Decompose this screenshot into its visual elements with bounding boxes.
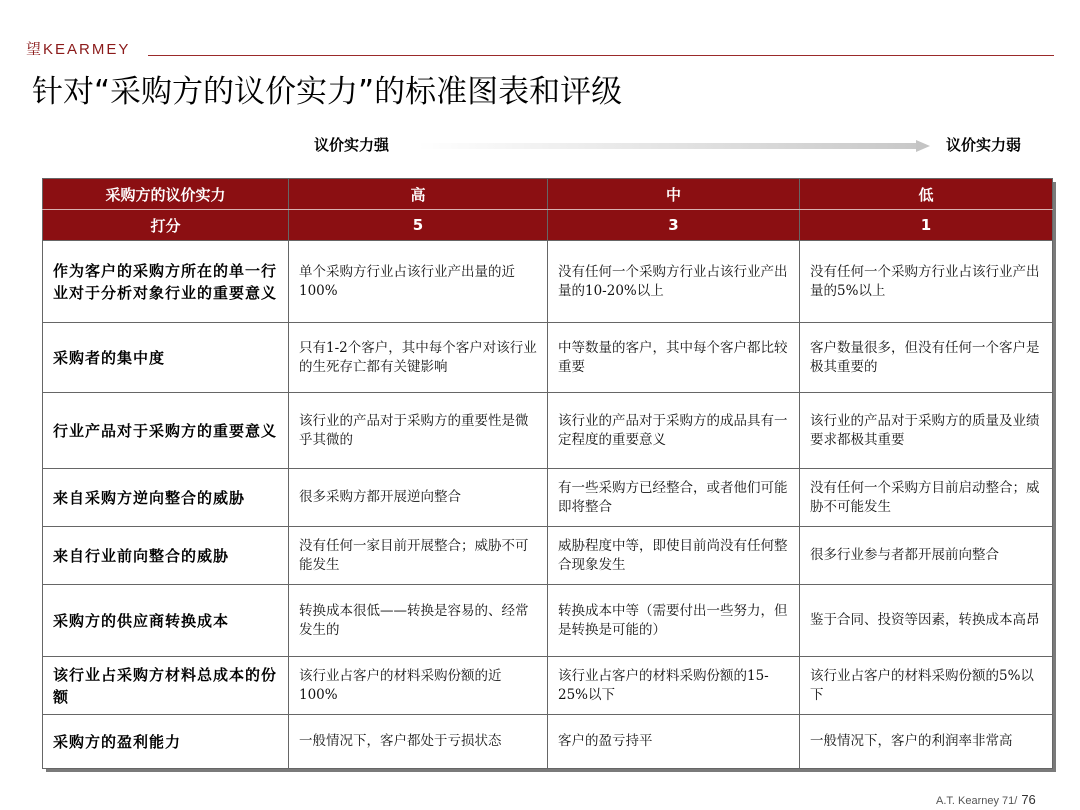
cell-high: 一般情况下，客户都处于亏损状态 <box>289 715 548 769</box>
score-label: 打分 <box>43 210 289 241</box>
rating-table <box>42 178 1052 768</box>
weak-label: 议价实力弱 <box>946 136 1022 154</box>
cell-high: 转换成本很低——转换是容易的、经常发生的 <box>289 585 548 657</box>
cell-high: 很多采购方都开展逆向整合 <box>289 469 548 527</box>
cell-medium: 没有任何一个采购方行业占该行业产出量的10-20%以上 <box>548 241 800 323</box>
table-row <box>43 527 1053 585</box>
cell-low: 客户数量很多，但没有任何一个客户是极其重要的 <box>800 323 1053 393</box>
table-row <box>43 585 1053 657</box>
score-high: 5 <box>289 210 548 241</box>
page-number: 76 <box>1021 792 1036 807</box>
row-label: 作为客户的采购方所在的单一行业对于分析对象行业的重要意义 <box>43 241 289 323</box>
table-row <box>43 241 1053 323</box>
header-cell-medium: 中 <box>548 179 800 210</box>
cell-low: 很多行业参与者都开展前向整合 <box>800 527 1053 585</box>
row-label: 采购方的供应商转换成本 <box>43 585 289 657</box>
footer-source: A.T. Kearney 71/ <box>936 795 1018 807</box>
row-label: 来自行业前向整合的威胁 <box>43 527 289 585</box>
score-medium: 3 <box>548 210 800 241</box>
gradient-arrow-icon <box>418 140 930 152</box>
score-row <box>43 210 1053 241</box>
footer <box>936 792 1036 807</box>
cell-low: 没有任何一个采购方行业占该行业产出量的5%以上 <box>800 241 1053 323</box>
cell-low: 一般情况下，客户的利润率非常高 <box>800 715 1053 769</box>
cell-medium: 有一些采购方已经整合，或者他们可能即将整合 <box>548 469 800 527</box>
cell-high: 单个采购方行业占该行业产出量的近100% <box>289 241 548 323</box>
cell-medium: 客户的盈亏持平 <box>548 715 800 769</box>
row-label: 采购方的盈利能力 <box>43 715 289 769</box>
row-label: 来自采购方逆向整合的威胁 <box>43 469 289 527</box>
header-cell-dimension: 采购方的议价实力 <box>43 179 289 210</box>
table-row <box>43 715 1053 769</box>
cell-high: 该行业占客户的材料采购份额的近100% <box>289 657 548 715</box>
kearney-logo: 望KEARMEY <box>26 41 131 58</box>
cell-medium: 中等数量的客户，其中每个客户都比较重要 <box>548 323 800 393</box>
strong-label: 议价实力强 <box>314 136 390 154</box>
cell-low: 没有任何一个采购方目前启动整合；威胁不可能发生 <box>800 469 1053 527</box>
cell-medium: 该行业的产品对于采购方的成品具有一定程度的重要意义 <box>548 393 800 469</box>
score-low: 1 <box>800 210 1053 241</box>
cell-high: 该行业的产品对于采购方的重要性是微乎其微的 <box>289 393 548 469</box>
table-row <box>43 323 1053 393</box>
cell-medium: 威胁程度中等，即使目前尚没有任何整合现象发生 <box>548 527 800 585</box>
cell-medium: 转换成本中等（需要付出一些努力，但是转换是可能的） <box>548 585 800 657</box>
header-cell-high: 高 <box>289 179 548 210</box>
row-label: 行业产品对于采购方的重要意义 <box>43 393 289 469</box>
table-row <box>43 469 1053 527</box>
cell-low: 该行业占客户的材料采购份额的5%以下 <box>800 657 1053 715</box>
header-cell-low: 低 <box>800 179 1053 210</box>
table-row <box>43 657 1053 715</box>
cell-low: 鉴于合同、投资等因素，转换成本高昂 <box>800 585 1053 657</box>
row-label: 该行业占采购方材料总成本的份额 <box>43 657 289 715</box>
cell-low: 该行业的产品对于采购方的质量及业绩要求都极其重要 <box>800 393 1053 469</box>
cell-medium: 该行业占客户的材料采购份额的15-25%以下 <box>548 657 800 715</box>
cell-high: 没有任何一家目前开展整合；威胁不可能发生 <box>289 527 548 585</box>
cell-high: 只有1-2个客户，其中每个客户对该行业的生死存亡都有关键影响 <box>289 323 548 393</box>
table-row <box>43 393 1053 469</box>
page-title: 针对“采购方的议价实力”的标准图表和评级 <box>32 74 623 110</box>
table-header-row <box>43 179 1053 210</box>
header-rule <box>148 55 1054 56</box>
row-label: 采购者的集中度 <box>43 323 289 393</box>
